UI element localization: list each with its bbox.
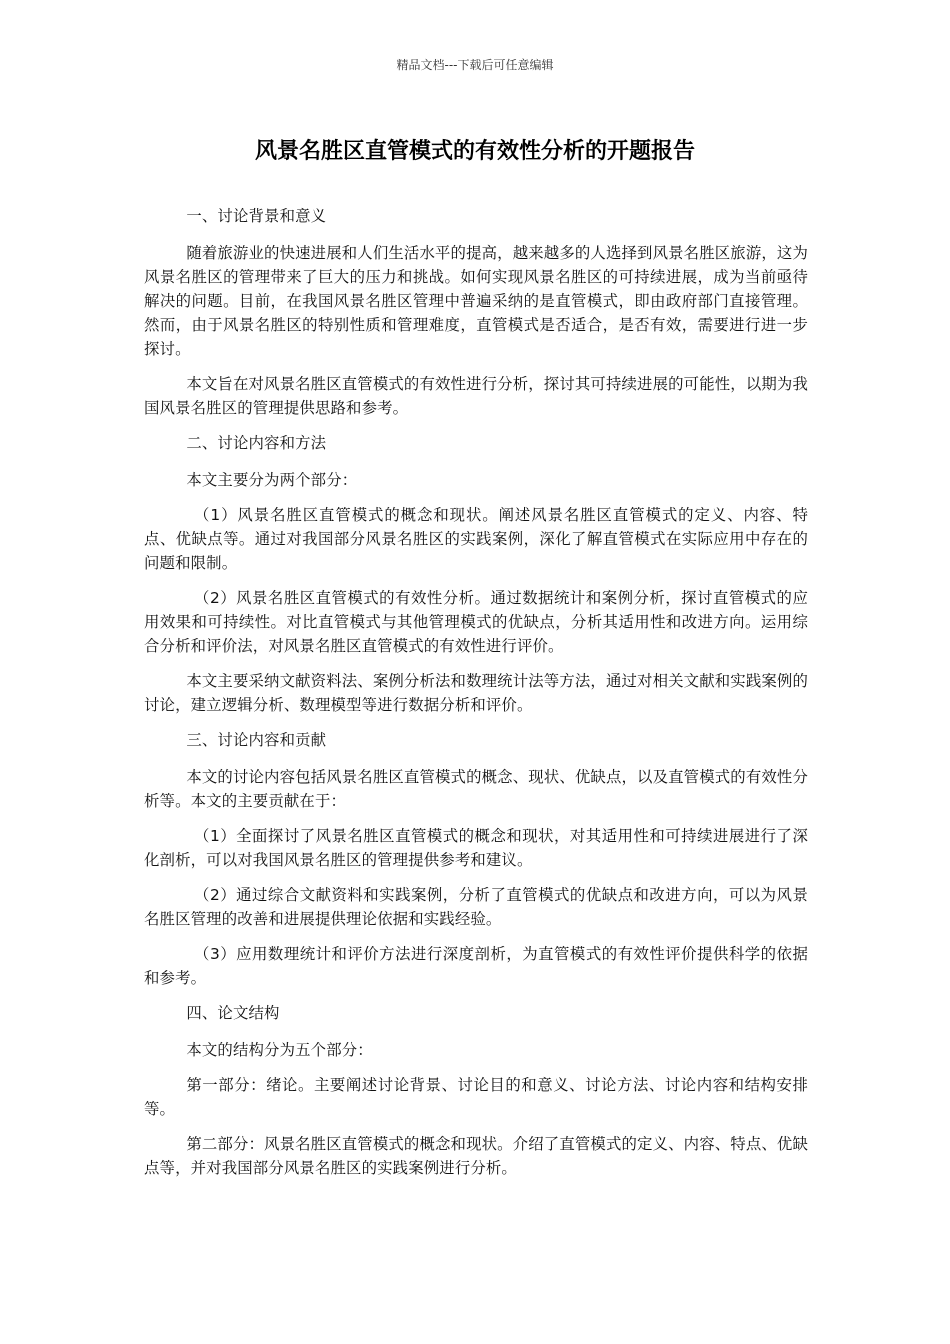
document-body	[144, 204, 808, 1191]
numbered-item: （3）应用数理统计和评价方法进行深度剖析，为直管模式的有效性评价提供科学的依据和参考。	[144, 945, 808, 987]
numbered-item: （1）风景名胜区直管模式的概念和现状。阐述风景名胜区直管模式的定义、内容、特点、优缺点等。通过对我国部分风景名胜区的实践案例，深化了解直管模式在实际应用中存在的问题和限制。	[144, 506, 808, 572]
numbered-item: （1）全面探讨了风景名胜区直管模式的概念和现状，对其适用性和可持续进展进行了深化剖析，可以对我国风景名胜区的管理提供参考和建议。	[144, 827, 808, 869]
document-title: 风景名胜区直管模式的有效性分析的开题报告	[254, 139, 695, 164]
page-header: 精品文档---下载后可任意编辑	[396, 58, 554, 72]
paragraph: 本文主要采纳文献资料法、案例分析法和数理统计法等方法，通过对相关文献和实践案例的讨论，建立逻辑分析、数理模型等进行数据分析和评价。	[144, 672, 808, 714]
paragraph: 本文主要分为两个部分：	[186, 471, 358, 489]
section-heading-1: 一、讨论背景和意义	[186, 207, 327, 225]
paragraph: 本文的讨论内容包括风景名胜区直管模式的概念、现状、优缺点，以及直管模式的有效性分析等。本文的主要贡献在于：	[144, 768, 808, 810]
section-heading-3: 三、讨论内容和贡献	[186, 731, 327, 749]
numbered-item: （2）通过综合文献资料和实践案例，分析了直管模式的优缺点和改进方向，可以为风景名胜区管理的改善和进展提供理论依据和实践经验。	[144, 886, 808, 928]
paragraph: 随着旅游业的快速进展和人们生活水平的提高，越来越多的人选择到风景名胜区旅游，这为风景名胜区的管理带来了巨大的压力和挑战。如何实现风景名胜区的可持续进展，成为当前亟待解决的问题。目前，在我国风景名胜区管理中普遍采纳的是直管模式，即由政府部门直接管理。然而，由于风景名胜区的特别性质和管理难度，直管模式是否适合，是否有效，需要进行进一步探讨。	[144, 244, 808, 358]
numbered-item: （2）风景名胜区直管模式的有效性分析。通过数据统计和案例分析，探讨直管模式的应用效果和可持续性。对比直管模式与其他管理模式的优缺点，分析其适用性和改进方向。运用综合分析和评价法，对风景名胜区直管模式的有效性进行评价。	[144, 589, 808, 655]
section-heading-4: 四、论文结构	[186, 1004, 280, 1022]
paragraph: 本文的结构分为五个部分：	[186, 1041, 373, 1059]
paragraph: 第一部分：绪论。主要阐述讨论背景、讨论目的和意义、讨论方法、讨论内容和结构安排等。	[144, 1076, 808, 1118]
section-heading-2: 二、讨论内容和方法	[186, 434, 327, 452]
paragraph: 本文旨在对风景名胜区直管模式的有效性进行分析，探讨其可持续进展的可能性，以期为我国风景名胜区的管理提供思路和参考。	[144, 375, 808, 417]
paragraph: 第二部分：风景名胜区直管模式的概念和现状。介绍了直管模式的定义、内容、特点、优缺点等，并对我国部分风景名胜区的实践案例进行分析。	[144, 1135, 808, 1177]
